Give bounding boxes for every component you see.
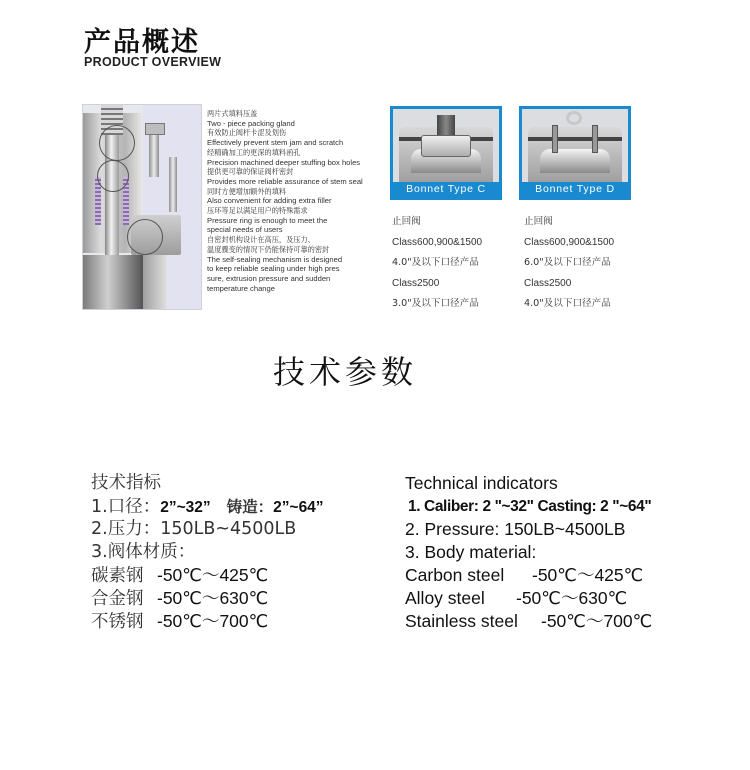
tech-heading-en: Technical indicators (405, 473, 558, 493)
feature-en: to keep reliable sealing under high pres (207, 264, 340, 274)
spec-line: 3.0"及以下口径产品 (392, 298, 479, 309)
bonnet-type-d-specs (524, 212, 614, 315)
feature-cn: 自密封机构设计在高压，及压力、 (207, 235, 315, 245)
material-range-cn: -50℃～630℃ (157, 588, 269, 608)
material-name-cn: 不锈钢 (91, 612, 144, 632)
feature-cn: 两片式填料压盖 (207, 109, 258, 118)
feature-en: Provides more reliable assurance of stem seal (207, 176, 363, 186)
section-title: 技术参数 (273, 353, 418, 391)
feature-en: Pressure ring is enough to meet the (207, 215, 328, 225)
material-range-cn: -50℃～700℃ (157, 611, 269, 631)
material-heading-en: 3. Body material: (405, 542, 537, 562)
material-heading-cn: 3.阀体材质： (91, 542, 196, 562)
tech-indicators-en (405, 472, 652, 633)
tech-heading-cn: 技术指标 (91, 473, 161, 493)
material-name-cn: 碳素钢 (91, 566, 144, 586)
feature-en: Precision machined deeper stuffing box holes (207, 157, 361, 167)
material-name-cn: 合金钢 (91, 589, 144, 609)
casting-value-cn: 2”~64” (273, 499, 324, 516)
material-name-en: Carbon steel (405, 565, 505, 585)
feature-en: sure, extrusion pressure and sudden (207, 273, 331, 283)
material-name-en: Alloy steel (405, 588, 485, 608)
bonnet-type-c-image (390, 106, 502, 200)
feature-cn: 温度骤变的情况下仍能保持可靠的密封 (207, 244, 330, 254)
spec-line: 止回阀 (392, 216, 421, 227)
tech-indicators-cn (91, 472, 324, 633)
spec-line: Class2500 (524, 277, 572, 289)
feature-cn: 经精确加工的更深的填料函孔 (207, 147, 301, 157)
feature-cn: 同时方便增加额外的填料 (207, 186, 287, 196)
feature-en: temperature change (207, 283, 275, 293)
spec-line: 4.0"及以下口径产品 (392, 257, 479, 268)
spec-line: Class2500 (392, 277, 440, 289)
bonnet-type-c-label: Bonnet Type C (393, 182, 499, 197)
feature-cn: 压环等足以满足用户的特殊需求 (207, 206, 308, 216)
valve-stem-illustration (82, 104, 202, 310)
feature-en: The self-sealing mechanism is designed (207, 254, 343, 264)
spec-line: Class600,900&1500 (392, 236, 483, 248)
page-subtitle: PRODUCT OVERVIEW (84, 55, 222, 69)
page-title: 产品概述 (84, 27, 200, 58)
bonnet-type-d-label: Bonnet Type D (522, 182, 628, 197)
pressure-en: 2. Pressure: 150LB~4500LB (405, 519, 626, 539)
feature-list (207, 109, 363, 293)
caliber-label-cn: 1.口径： (91, 497, 161, 517)
feature-en: Effectively prevent stem jam and scratch (207, 138, 344, 148)
feature-cn: 提供更可靠的保证阀杆密封 (207, 167, 294, 177)
caliber-value-cn: 2”~32” (160, 499, 211, 516)
bonnet-type-c-specs (392, 212, 482, 315)
spec-line: 止回阀 (524, 216, 553, 227)
material-range-en: -50℃～700℃ (541, 611, 653, 631)
caliber-en: 1. Caliber: 2 "~32" Casting: 2 "~64" (408, 498, 652, 515)
spec-line: 4.0"及以下口径产品 (524, 298, 611, 309)
casting-label-cn: 铸造： (226, 498, 274, 516)
spec-line: 6.0"及以下口径产品 (524, 257, 611, 268)
material-name-en: Stainless steel (405, 611, 518, 631)
material-range-cn: -50℃～425℃ (157, 565, 269, 585)
material-range-en: -50℃～425℃ (532, 565, 644, 585)
feature-en: special needs of users (207, 225, 283, 235)
bonnet-type-d-image (519, 106, 631, 200)
feature-en: Also convenient for adding extra filler (207, 196, 332, 206)
pressure-cn: 2.压力：150LB~4500LB (91, 519, 297, 539)
material-range-en: -50℃～630℃ (516, 588, 628, 608)
spec-line: Class600,900&1500 (524, 236, 615, 248)
feature-cn: 有效防止阀杆卡涩及划伤 (207, 128, 287, 138)
feature-en: Two - piece packing gland (207, 118, 295, 128)
